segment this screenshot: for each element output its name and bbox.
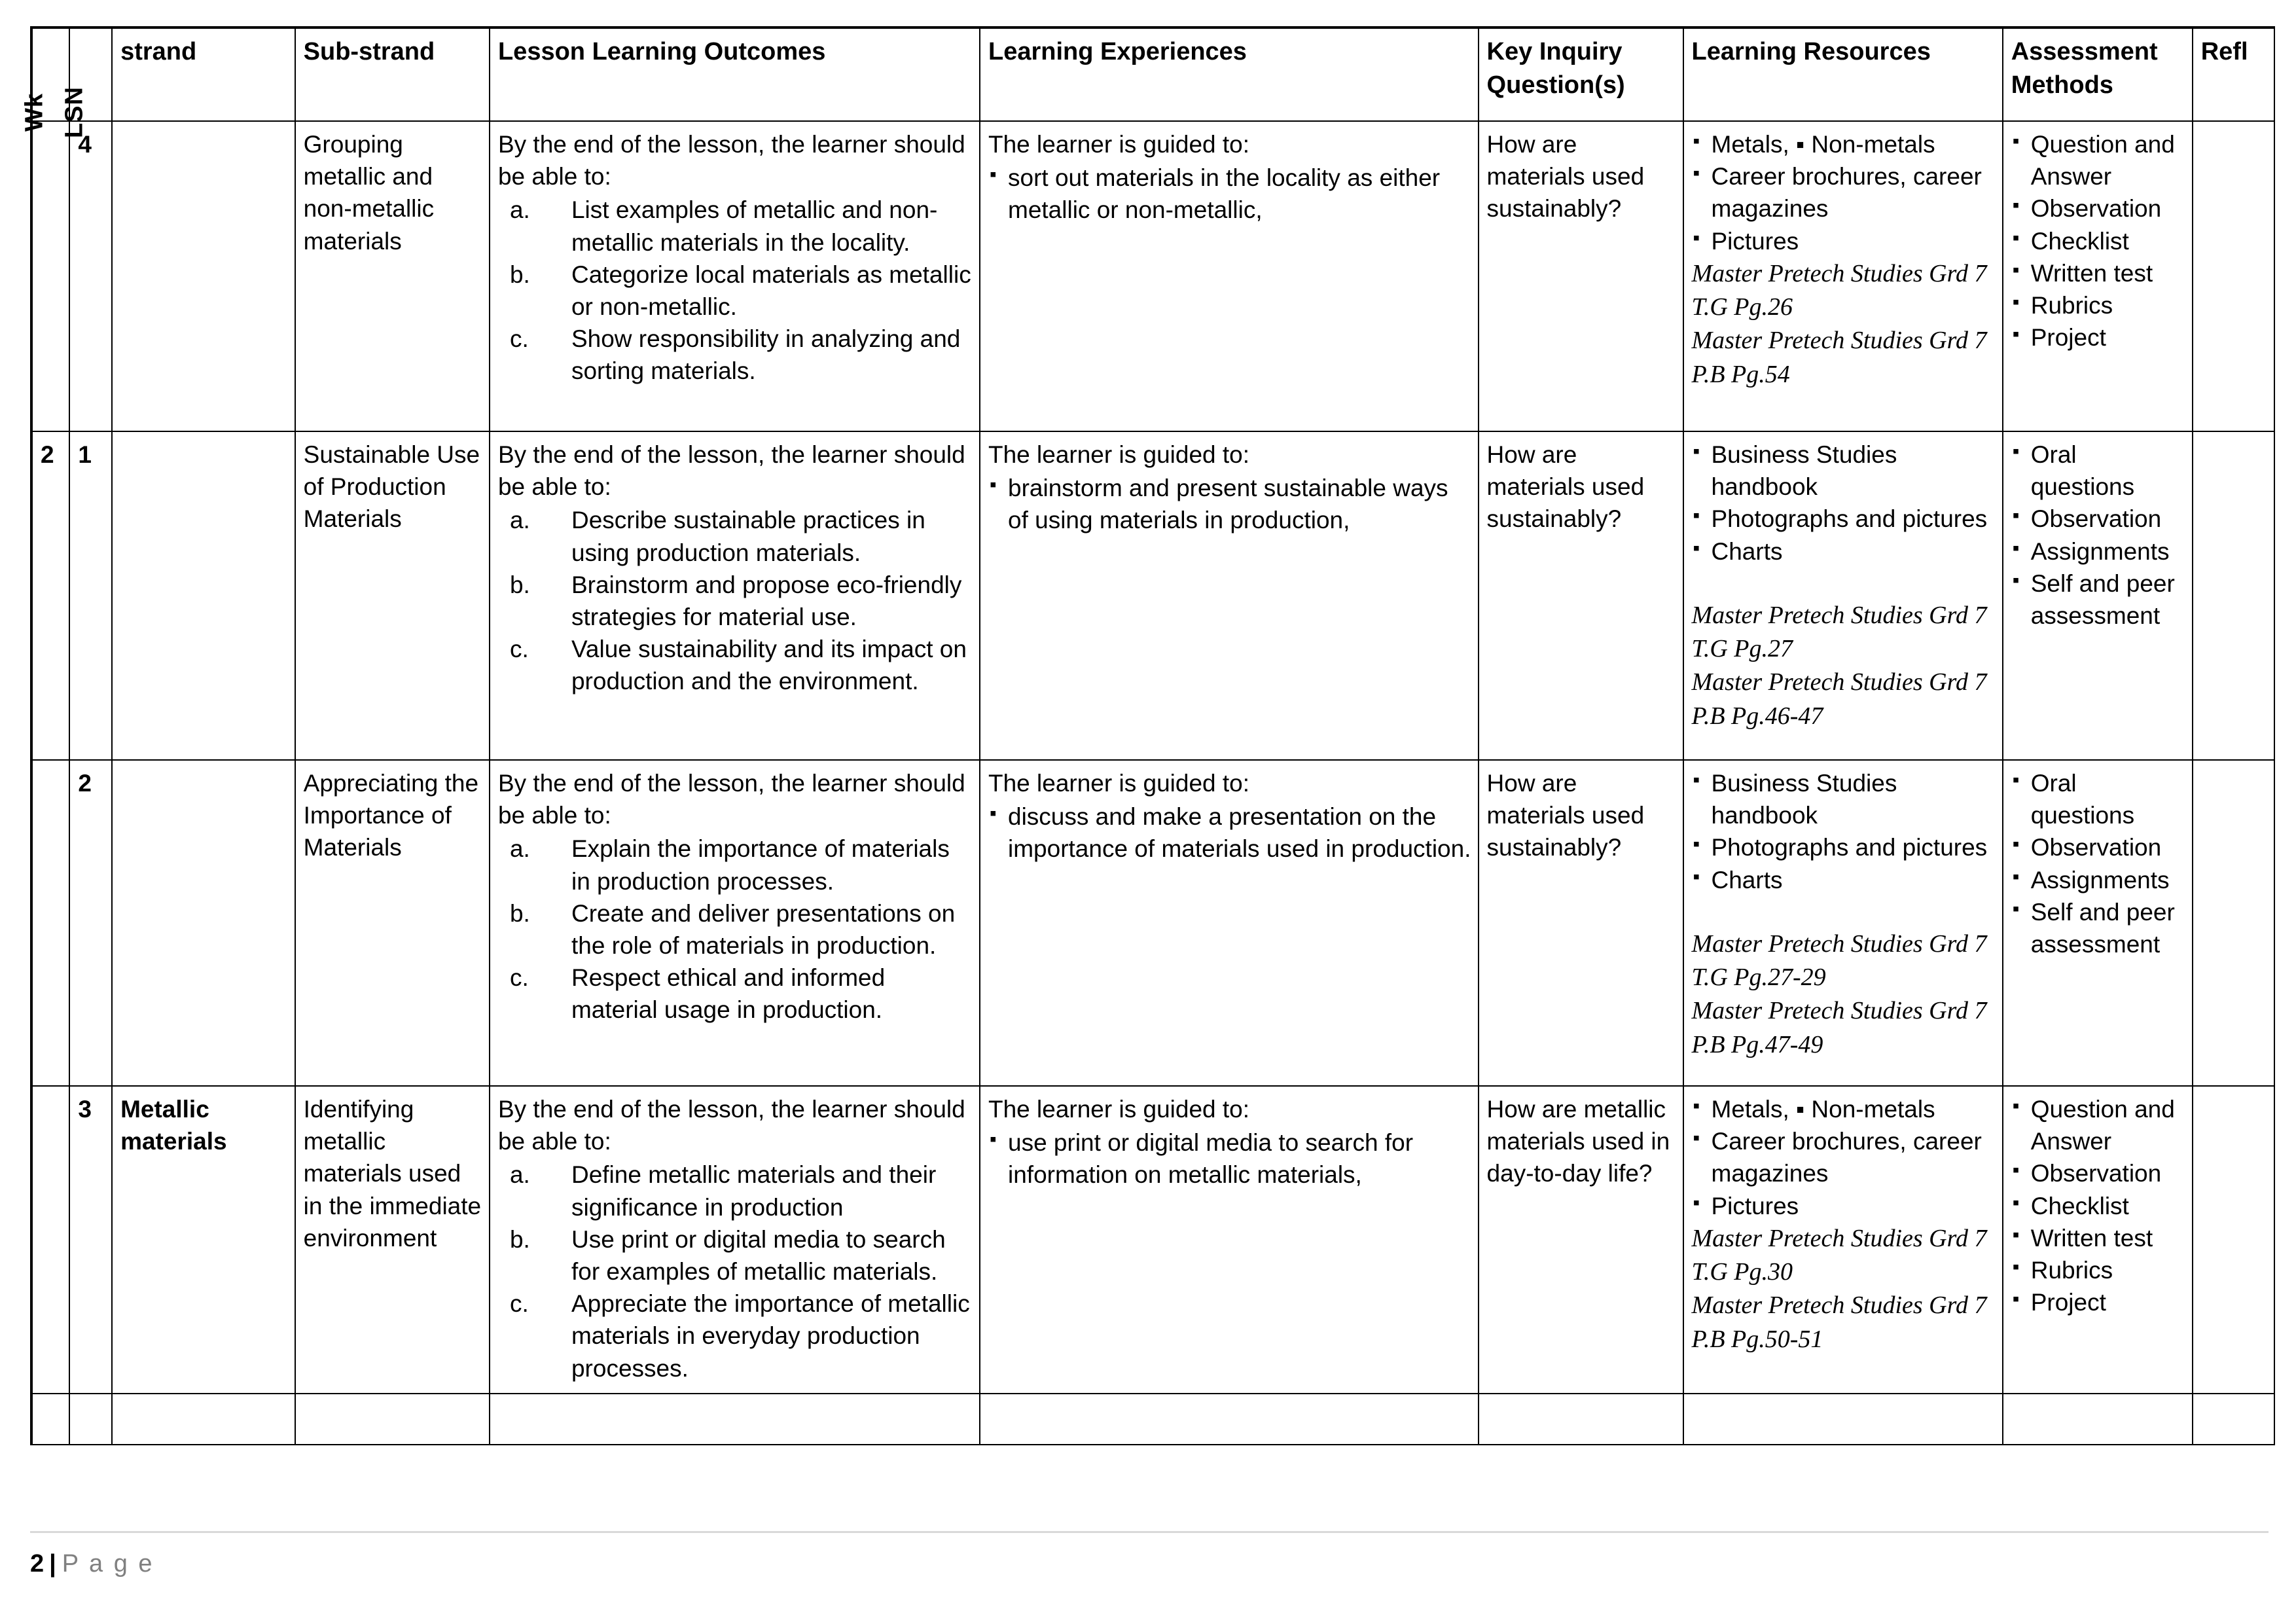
cell-reflection	[2193, 121, 2274, 431]
square-bullet-icon: ▪	[990, 164, 997, 186]
list-item	[2011, 257, 2185, 289]
list-item-text: Rubrics	[2030, 292, 2113, 319]
resources-spacer	[1692, 568, 1996, 599]
list-item	[2011, 767, 2185, 831]
list-item-text: brainstorm and present sustainable ways of using materials in production,	[1008, 475, 1448, 534]
list-item	[2011, 1093, 2185, 1157]
outcome-text: Categorize local materials as metallic or non-metallic.	[571, 261, 971, 321]
cell-assessment-methods	[2003, 760, 2193, 1086]
square-bullet-icon: ▪	[2012, 897, 2020, 920]
outcome-item	[498, 897, 973, 962]
list-item	[1692, 439, 1996, 503]
list-item	[2011, 225, 2185, 257]
cell-sub-strand: Sustainable Use of Production Materials	[295, 431, 490, 760]
outcome-item	[498, 504, 973, 568]
outcomes-intro: By the end of the lesson, the learner should be able to:	[497, 131, 965, 190]
outcome-text: Respect ethical and informed material usage in production.	[571, 964, 886, 1024]
cell-key-inquiry-question: How are materials used sustainably?	[1479, 121, 1683, 431]
outcome-text: Brainstorm and propose eco-friendly strategies for material use.	[571, 571, 962, 631]
outcome-marker: b.	[509, 571, 530, 598]
outcome-text: Describe sustainable practices in using production materials.	[571, 507, 925, 566]
square-bullet-icon: ▪	[2012, 194, 2020, 217]
square-bullet-icon: ▪	[1693, 1127, 1700, 1149]
square-bullet-icon: ▪	[1693, 769, 1700, 791]
footer-separator: |	[49, 1550, 58, 1578]
list-item	[2011, 864, 2185, 896]
square-bullet-icon: ▪	[2012, 259, 2020, 281]
outcomes-intro: By the end of the lesson, the learner should be able to:	[497, 1096, 965, 1155]
cell-key-inquiry-question	[1479, 1394, 1683, 1445]
resources-spacer	[1692, 896, 1996, 928]
column-header-lsn	[60, 27, 112, 139]
list-item-text: Question and Answer	[2030, 131, 2175, 190]
outcome-marker: b.	[509, 1225, 530, 1253]
list-item	[2011, 896, 2185, 960]
list-item	[2011, 1157, 2185, 1189]
cell-key-inquiry-question: How are materials used sustainably?	[1479, 760, 1683, 1086]
square-bullet-icon: ▪	[2012, 441, 2020, 462]
list-item	[988, 472, 1471, 536]
list-item	[988, 801, 1471, 865]
cell-lesson-learning-outcomes	[490, 1394, 980, 1445]
list-item	[2011, 568, 2185, 632]
cell-learning-experiences	[980, 1394, 1479, 1445]
footer-page-word: P a g e	[62, 1550, 154, 1578]
outcomes-intro: By the end of the lesson, the learner should be able to:	[497, 441, 965, 501]
list-item	[1692, 864, 1996, 896]
square-bullet-icon: ▪	[2012, 865, 2020, 888]
cell-learning-resources	[1683, 121, 2003, 431]
list-item	[2011, 321, 2185, 353]
list-item-text: Question and Answer	[2030, 1096, 2175, 1155]
column-header-lex	[980, 27, 1479, 121]
list-item	[1692, 1190, 1996, 1222]
cell-learning-resources	[1683, 760, 2003, 1086]
list-item-text: Pictures	[1711, 227, 1799, 255]
cell-sub-strand: Appreciating the Importance of Materials	[295, 760, 490, 1086]
footer-page-number: 2	[30, 1550, 45, 1578]
cell-sub-strand: Grouping metallic and non-metallic materials	[295, 121, 490, 431]
cell-assessment-methods	[2003, 431, 2193, 760]
list-item	[2011, 1254, 2185, 1286]
cell-learning-experiences	[980, 1086, 1479, 1394]
outcome-text: Value sustainability and its impact on production and the environment.	[571, 636, 967, 695]
cell-learning-resources	[1683, 1394, 2003, 1445]
resource-book-reference: Master Pretech Studies Grd 7 P.B Pg.50-51	[1691, 1291, 1987, 1353]
column-header-strand	[112, 27, 295, 121]
outcome-text: Show responsibility in analyzing and sorting materials.	[571, 325, 961, 385]
column-header-refl	[2193, 27, 2274, 121]
cell-strand	[112, 121, 295, 431]
cell-assessment-methods	[2003, 1394, 2193, 1445]
resource-book-reference: Master Pretech Studies Grd 7 T.G Pg.30	[1691, 1224, 1987, 1286]
list-item-text: Metals, ▪ Non-metals	[1711, 131, 1935, 158]
cell-lesson-number: 3	[69, 1086, 112, 1394]
column-header-label: Lesson Learning Outcomes	[497, 38, 826, 65]
list-item	[2011, 503, 2185, 535]
outcome-marker: c.	[509, 964, 529, 992]
list-item	[2011, 289, 2185, 321]
table-row	[31, 1086, 2274, 1394]
list-item-text: Observation	[2030, 834, 2162, 861]
cell-week: 2	[31, 431, 69, 760]
outcome-item	[498, 633, 973, 697]
page-footer	[30, 1531, 2272, 1578]
list-item-text: Pictures	[1711, 1192, 1799, 1219]
list-item	[1692, 128, 1996, 160]
resource-book-reference: Master Pretech Studies Grd 7 T.G Pg.26	[1691, 259, 1987, 321]
square-bullet-icon: ▪	[2012, 323, 2020, 346]
square-bullet-icon: ▪	[2012, 1159, 2020, 1182]
outcome-marker: a.	[509, 835, 530, 863]
list-item-text: Assignments	[2030, 866, 2170, 893]
outcome-marker: c.	[509, 636, 529, 663]
resource-book-reference: Master Pretech Studies Grd 7 T.G Pg.27-29	[1691, 929, 1987, 992]
column-header-llo	[490, 27, 980, 121]
list-item-text: Rubrics	[2030, 1257, 2113, 1284]
experiences-list	[988, 801, 1471, 865]
outcomes-list	[498, 1159, 973, 1384]
cell-key-inquiry-question: How are metallic materials used in day-to-day life?	[1479, 1086, 1683, 1394]
resources-list	[1692, 128, 1996, 257]
cell-strand	[112, 760, 295, 1086]
table-row	[31, 121, 2274, 431]
square-bullet-icon: ▪	[2012, 505, 2020, 527]
cell-strand: Metallic materials	[112, 1086, 295, 1394]
experiences-list	[988, 162, 1471, 226]
outcomes-list	[498, 504, 973, 697]
experiences-intro: The learner is guided to:	[988, 770, 1250, 797]
square-bullet-icon: ▪	[1693, 1191, 1700, 1214]
column-header-label: Learning Experiences	[988, 38, 1247, 65]
list-item	[988, 1127, 1471, 1191]
experiences-intro: The learner is guided to:	[988, 441, 1250, 468]
outcome-item	[498, 259, 973, 323]
list-item-text: Written test	[2030, 259, 2153, 287]
list-item	[2011, 1190, 2185, 1222]
list-item-text: Charts	[1711, 537, 1783, 565]
resource-book-reference: Master Pretech Studies Grd 7 P.B Pg.46-47	[1691, 668, 1987, 730]
cell-lesson-learning-outcomes	[490, 1086, 980, 1394]
list-item-text: Self and peer assessment	[2030, 569, 2175, 630]
table-row	[31, 760, 2274, 1086]
square-bullet-icon: ▪	[1693, 226, 1700, 249]
square-bullet-icon: ▪	[1693, 1095, 1700, 1117]
cell-learning-experiences	[980, 431, 1479, 760]
list-item-text: Photographs and pictures	[1711, 834, 1988, 861]
square-bullet-icon: ▪	[990, 803, 997, 825]
cell-reflection	[2193, 1394, 2274, 1445]
square-bullet-icon: ▪	[1693, 833, 1700, 856]
cell-lesson-number: 1	[69, 431, 112, 760]
list-item	[1692, 767, 1996, 831]
cell-learning-resources	[1683, 1086, 2003, 1394]
column-header-kiq	[1479, 27, 1683, 121]
resources-list	[1692, 767, 1996, 896]
list-item	[2011, 535, 2185, 568]
square-bullet-icon: ▪	[990, 474, 997, 496]
outcome-item	[498, 833, 973, 897]
cell-week	[31, 121, 69, 431]
outcomes-intro: By the end of the lesson, the learner should be able to:	[497, 770, 965, 829]
list-item-text: Observation	[2030, 195, 2162, 223]
resources-list	[1692, 1093, 1996, 1222]
assessment-list	[2011, 767, 2185, 960]
column-header-label: Assessment Methods	[2011, 38, 2158, 99]
cell-assessment-methods	[2003, 121, 2193, 431]
outcome-text: Explain the importance of materials in production processes.	[571, 835, 950, 895]
square-bullet-icon: ▪	[1693, 162, 1700, 185]
table-header-row	[31, 27, 2274, 121]
column-header-label: Wk	[20, 93, 48, 132]
outcome-marker: b.	[509, 261, 530, 288]
list-item	[1692, 1093, 1996, 1125]
outcome-item	[498, 194, 973, 258]
cell-assessment-methods	[2003, 1086, 2193, 1394]
cell-lesson-number: 2	[69, 760, 112, 1086]
list-item	[2011, 439, 2185, 503]
column-header-label: LSN	[60, 86, 88, 139]
cell-lesson-learning-outcomes	[490, 431, 980, 760]
list-item	[1692, 535, 1996, 568]
list-item-text: Business Studies handbook	[1711, 441, 1897, 501]
footer-divider	[30, 1531, 2269, 1533]
list-item	[1692, 160, 1996, 225]
list-item-text: Charts	[1711, 866, 1783, 893]
list-item	[2011, 128, 2185, 192]
cell-lesson-learning-outcomes	[490, 760, 980, 1086]
list-item	[2011, 1286, 2185, 1318]
outcomes-list	[498, 833, 973, 1026]
table-body	[20, 27, 2274, 1445]
cell-learning-resources	[1683, 431, 2003, 760]
experiences-intro: The learner is guided to:	[988, 1096, 1250, 1123]
outcome-text: Create and deliver presentations on the role of materials in production.	[571, 899, 956, 960]
square-bullet-icon: ▪	[1693, 441, 1700, 462]
square-bullet-icon: ▪	[2012, 769, 2020, 791]
experiences-intro: The learner is guided to:	[988, 131, 1250, 158]
cell-learning-experiences	[980, 760, 1479, 1086]
cell-lesson-number: 4	[69, 121, 112, 431]
square-bullet-icon: ▪	[2012, 226, 2020, 249]
square-bullet-icon: ▪	[2012, 130, 2020, 152]
outcome-item	[498, 1159, 973, 1223]
outcomes-list	[498, 194, 973, 387]
cell-week	[31, 1394, 69, 1445]
list-item	[1692, 831, 1996, 863]
list-item	[1692, 1125, 1996, 1189]
list-item-text: Metals, ▪ Non-metals	[1711, 1096, 1935, 1123]
outcome-item	[498, 1223, 973, 1288]
square-bullet-icon: ▪	[990, 1128, 997, 1151]
list-item-text: Career brochures, career magazines	[1711, 1128, 1982, 1187]
cell-week	[31, 1086, 69, 1394]
list-item-text: Observation	[2030, 1160, 2162, 1187]
column-header-label: Refl	[2200, 38, 2248, 65]
cell-reflection	[2193, 760, 2274, 1086]
outcome-marker: b.	[509, 899, 530, 927]
column-header-label: Sub-strand	[303, 38, 435, 65]
column-header-label: Learning Resources	[1691, 38, 1931, 65]
outcome-text: Appreciate the importance of metallic materials in everyday production processes.	[571, 1290, 970, 1382]
list-item-text: Written test	[2030, 1224, 2153, 1252]
square-bullet-icon: ▪	[2012, 1288, 2020, 1310]
list-item	[2011, 192, 2185, 225]
cell-sub-strand	[295, 1394, 490, 1445]
cell-key-inquiry-question: How are materials used sustainably?	[1479, 431, 1683, 760]
list-item	[1692, 225, 1996, 257]
list-item-text: Career brochures, career magazines	[1711, 163, 1982, 223]
column-header-sub	[295, 27, 490, 121]
experiences-list	[988, 1127, 1471, 1191]
scheme-of-work-table	[20, 26, 2275, 1445]
list-item	[1692, 503, 1996, 535]
square-bullet-icon: ▪	[2012, 1256, 2020, 1278]
resource-book-reference: Master Pretech Studies Grd 7 P.B Pg.47-49	[1691, 997, 1987, 1058]
square-bullet-icon: ▪	[2012, 569, 2020, 591]
square-bullet-icon: ▪	[1693, 130, 1700, 152]
outcome-item	[498, 323, 973, 387]
cell-learning-experiences	[980, 121, 1479, 431]
square-bullet-icon: ▪	[2012, 291, 2020, 314]
square-bullet-icon: ▪	[2012, 1223, 2020, 1246]
cell-strand	[112, 1394, 295, 1445]
outcome-item	[498, 569, 973, 633]
outcome-item	[498, 962, 973, 1026]
list-item-text: Self and peer assessment	[2030, 898, 2175, 958]
list-item-text: Project	[2030, 1289, 2106, 1316]
experiences-list	[988, 472, 1471, 536]
list-item-text: Checklist	[2030, 227, 2129, 255]
column-header-res	[1683, 27, 2003, 121]
square-bullet-icon: ▪	[2012, 833, 2020, 856]
table-row	[31, 1394, 2274, 1445]
list-item-text: discuss and make a presentation on the importance of materials used in production.	[1008, 803, 1471, 863]
list-item-text: sort out materials in the locality as either metallic or non-metallic,	[1008, 164, 1441, 224]
cell-lesson-number	[69, 1394, 112, 1445]
cell-week	[31, 760, 69, 1086]
outcome-marker: c.	[509, 325, 529, 353]
resource-book-reference: Master Pretech Studies Grd 7 T.G Pg.27	[1691, 601, 1987, 663]
list-item-text: Observation	[2030, 505, 2162, 533]
column-header-label: strand	[120, 38, 197, 65]
list-item-text: Checklist	[2030, 1192, 2129, 1219]
outcome-text: Use print or digital media to search for examples of metallic materials.	[571, 1225, 946, 1286]
list-item-text: use print or digital media to search for information on metallic materials,	[1008, 1129, 1414, 1189]
outcome-marker: a.	[509, 196, 530, 224]
list-item-text: Photographs and pictures	[1711, 505, 1988, 533]
square-bullet-icon: ▪	[2012, 537, 2020, 559]
outcome-text: Define metallic materials and their significance in production	[571, 1161, 937, 1221]
cell-sub-strand: Identifying metallic materials used in the immediate environment	[295, 1086, 490, 1394]
list-item-text: Business Studies handbook	[1711, 770, 1897, 829]
cell-reflection	[2193, 431, 2274, 760]
assessment-list	[2011, 439, 2185, 632]
list-item	[2011, 831, 2185, 863]
resources-list	[1692, 439, 1996, 568]
page-number-label	[30, 1550, 2272, 1578]
column-header-asm	[2003, 27, 2193, 121]
list-item-text: Assignments	[2030, 537, 2170, 565]
outcome-marker: c.	[509, 1290, 529, 1318]
list-item-text: Oral questions	[2030, 770, 2135, 829]
list-item-text: Project	[2030, 324, 2106, 352]
list-item	[988, 162, 1471, 226]
square-bullet-icon: ▪	[1693, 865, 1700, 888]
outcome-item	[498, 1288, 973, 1384]
outcome-text: List examples of metallic and non-metallic materials in the locality.	[571, 196, 938, 256]
cell-lesson-learning-outcomes	[490, 121, 980, 431]
square-bullet-icon: ▪	[2012, 1191, 2020, 1214]
list-item-text: Oral questions	[2030, 441, 2135, 501]
cell-strand	[112, 431, 295, 760]
square-bullet-icon: ▪	[2012, 1095, 2020, 1117]
resource-book-reference: Master Pretech Studies Grd 7 P.B Pg.54	[1691, 327, 1987, 388]
square-bullet-icon: ▪	[1693, 505, 1700, 527]
square-bullet-icon: ▪	[1693, 537, 1700, 559]
outcome-marker: a.	[509, 507, 530, 534]
table-row	[31, 431, 2274, 760]
cell-reflection	[2193, 1086, 2274, 1394]
assessment-list	[2011, 1093, 2185, 1318]
assessment-list	[2011, 128, 2185, 353]
outcome-marker: a.	[509, 1161, 530, 1189]
list-item	[2011, 1222, 2185, 1254]
column-header-label: Key Inquiry Question(s)	[1486, 38, 1625, 99]
